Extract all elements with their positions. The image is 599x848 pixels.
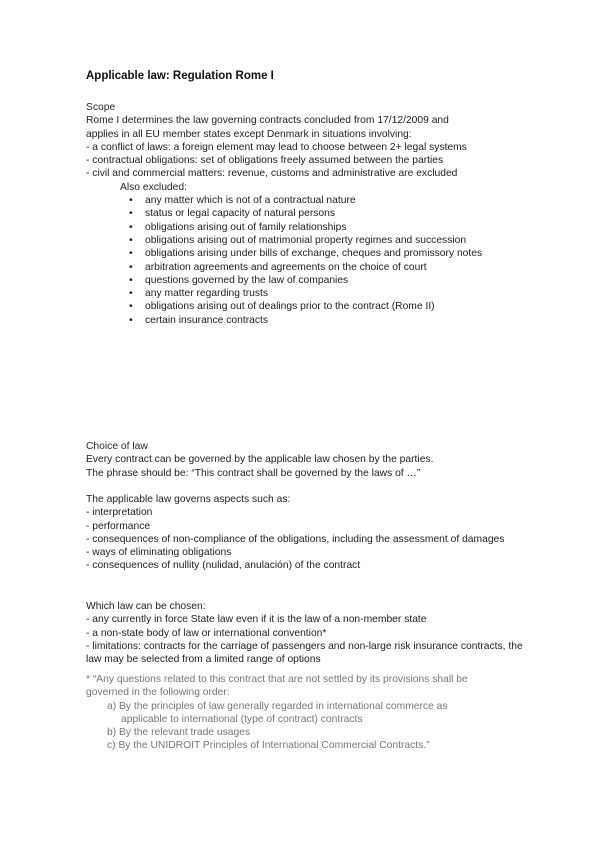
aspects-section [86,493,526,573]
choice-section [86,440,526,480]
list-item: • obligations arising out of family relationships [129,221,526,234]
footnote-item [107,739,516,752]
aspects-intro: The applicable law governs aspects such as: [86,494,291,505]
list-item: • obligations arising under bills of exchange, cheques and promissory notes [129,247,526,260]
footnote-list [86,700,516,753]
footnote-intro: * “Any questions related to this contract that are not settled by its provisions shall be [86,674,468,685]
page-title: Applicable law: Regulation Rome I [86,70,274,82]
list-item: • any matter which is not of a contractual nature [129,194,526,207]
list-item: • obligations arising out of dealings prior to the contract (Rome II) [129,300,526,313]
aspect-item: - consequences of nullity (nulidad, anulación) of the contract [86,560,361,572]
excluded-list [86,194,526,327]
scope-line: applies in all EU member states except Denmark in situations involving: [86,128,412,140]
aspect-item: - ways of eliminating obligations [86,547,232,559]
aspect-item: - interpretation [86,507,153,519]
footnote-intro: governed in the following order: [86,687,230,699]
which-law-section [86,600,526,666]
list-item: • any matter regarding trusts [129,287,526,300]
footnote-item [107,726,516,739]
aspect-item: - performance [86,520,151,532]
choice-intro-line: Every contract can be governed by the applicable law chosen by the parties. [86,454,434,466]
aspect-item: - consequences of non-compliance of the obligations, including the assessment of damages [86,533,505,545]
scope-line: Rome I determines the law governing contracts concluded from 17/12/2009 and [86,115,449,127]
scope-heading: Scope [86,102,116,113]
footnote-item-text: a) By the principles of law generally regarded in international commerce as [107,700,448,712]
list-item: • status or legal capacity of natural persons [129,207,526,220]
which-law-item: - limitations: contracts for the carriage of passengers and non-large risk insurance contracts, the law may be selected from a limited range of options [86,640,523,666]
footnote-item [107,700,516,727]
list-item: • arbitration agreements and agreements on the choice of court [129,261,526,274]
which-law-intro: Which law can be chosen: [86,601,206,612]
footnote-item-continuation: applicable to international (type of contract) contracts [121,713,363,725]
scope-line: - a conflict of laws: a foreign element may lead to choose between 2+ legal systems [86,141,467,153]
which-law-item: - a non-state body of law or international convention* [86,627,327,639]
list-item: • certain insurance contracts [129,314,526,327]
footnote [86,673,516,753]
also-excluded-label: Also excluded: [120,181,187,193]
scope-section [86,101,526,327]
which-law-item: - any currently in force State law even if it is the law of a non-member state [86,614,427,626]
list-item: • questions governed by the law of companies [129,274,526,287]
footnote-item-text: c) By the UNIDROIT Principles of International Commercial Contracts.” [107,740,430,752]
footnote-item-text: b) By the relevant trade usages [107,727,251,739]
scope-line: - contractual obligations: set of obligations freely assumed between the parties [86,155,444,167]
list-item: • obligations arising out of matrimonial property regimes and succession [129,234,526,247]
scope-line: - civil and commercial matters: revenue, customs and administrative are excluded [86,168,458,180]
choice-intro-line: The phrase should be: “This contract shall be governed by the laws of …” [86,467,421,479]
choice-heading: Choice of law [86,441,148,452]
